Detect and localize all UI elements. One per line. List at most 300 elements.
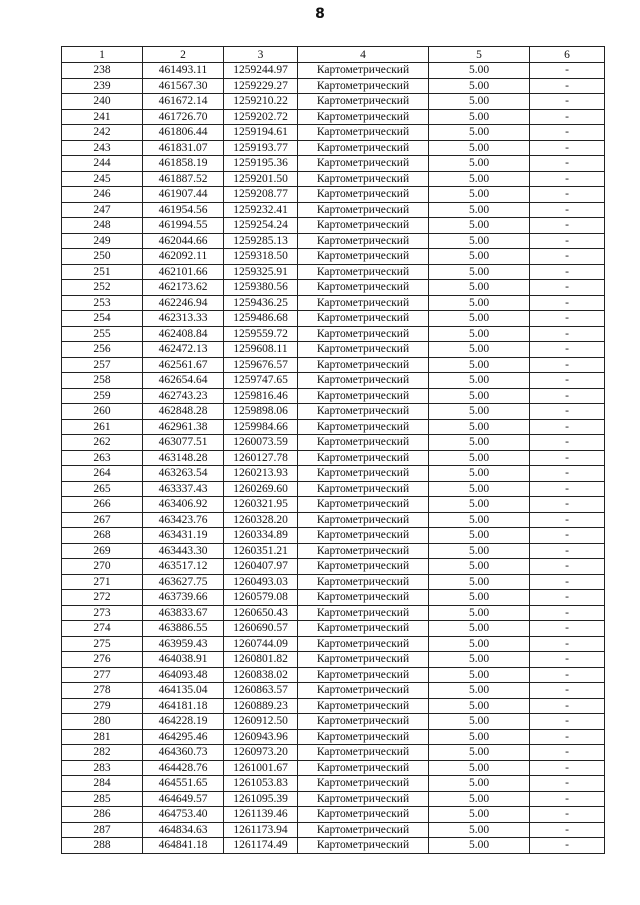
table-cell: 5.00 [429,295,530,311]
table-cell: 462173.62 [143,280,224,296]
table-row [62,264,605,280]
table-row [62,745,605,761]
table-cell: - [530,683,605,699]
table-cell: - [530,171,605,187]
table-cell: 5.00 [429,450,530,466]
table-cell: 5.00 [429,342,530,358]
table-cell: 462101.66 [143,264,224,280]
table-cell: - [530,543,605,559]
table-row [62,838,605,854]
table-cell: Картометрический [298,729,429,745]
table-cell: 463077.51 [143,435,224,451]
table-cell: - [530,342,605,358]
table-cell: 462743.23 [143,388,224,404]
table-cell: 464753.40 [143,807,224,823]
table-cell: - [530,822,605,838]
table-cell: - [530,264,605,280]
table-cell: Картометрический [298,636,429,652]
table-cell: Картометрический [298,326,429,342]
table-cell: Картометрический [298,373,429,389]
table-cell: 464649.57 [143,791,224,807]
table-cell: 5.00 [429,791,530,807]
table-cell: 464228.19 [143,714,224,730]
table-cell: 5.00 [429,512,530,528]
table-cell: 1259202.72 [224,109,298,125]
table-cell: 274 [62,621,143,637]
table-cell: 5.00 [429,326,530,342]
table-cell: 5.00 [429,574,530,590]
table-cell: 5.00 [429,94,530,110]
table-cell: Картометрический [298,528,429,544]
table-cell: 259 [62,388,143,404]
table-cell: 463959.43 [143,636,224,652]
table-cell: 461994.55 [143,218,224,234]
table-cell: 1260269.60 [224,481,298,497]
table-cell: - [530,621,605,637]
table-cell: - [530,125,605,141]
table-row [62,528,605,544]
table-cell: 280 [62,714,143,730]
table-cell: 463263.54 [143,466,224,482]
table-cell: - [530,357,605,373]
table-cell: Картометрический [298,233,429,249]
table-cell: 5.00 [429,543,530,559]
table-cell: - [530,605,605,621]
table-cell: 1259318.50 [224,249,298,265]
table-cell: 1260407.97 [224,559,298,575]
table-cell: - [530,280,605,296]
table-cell: 1259210.22 [224,94,298,110]
table-cell: 246 [62,187,143,203]
table-cell: Картометрический [298,404,429,420]
table-row [62,140,605,156]
table-cell: 1259232.41 [224,202,298,218]
table-cell: Картометрический [298,94,429,110]
table-cell: 462654.64 [143,373,224,389]
table-cell: 277 [62,667,143,683]
table-cell: - [530,838,605,854]
table-cell: 463833.67 [143,605,224,621]
table-row [62,807,605,823]
table-cell: - [530,156,605,172]
table-cell: 1260912.50 [224,714,298,730]
table-cell: Картометрический [298,342,429,358]
table-row [62,280,605,296]
table-cell: - [530,636,605,652]
table-cell: 249 [62,233,143,249]
table-cell: 461907.44 [143,187,224,203]
table-cell: 1261174.49 [224,838,298,854]
table-cell: 241 [62,109,143,125]
table-cell: 461887.52 [143,171,224,187]
table-row [62,636,605,652]
table-cell: - [530,729,605,745]
table-cell: 1259229.27 [224,78,298,94]
table-cell: 281 [62,729,143,745]
table-cell: 461726.70 [143,109,224,125]
table-cell: Картометрический [298,838,429,854]
table-cell: Картометрический [298,776,429,792]
table-cell: Картометрический [298,807,429,823]
table-cell: 5.00 [429,404,530,420]
table-cell: - [530,233,605,249]
column-header: 1 [62,47,143,63]
table-cell: 1259254.24 [224,218,298,234]
table-row [62,543,605,559]
table-cell: Картометрический [298,280,429,296]
table-cell: 463886.55 [143,621,224,637]
table-row [62,94,605,110]
table-cell: Картометрический [298,264,429,280]
table-cell: 270 [62,559,143,575]
table-cell: 1260889.23 [224,698,298,714]
table-row [62,373,605,389]
table-row [62,171,605,187]
table-cell: Картометрический [298,171,429,187]
table-cell: 462848.28 [143,404,224,420]
table-cell: 461858.19 [143,156,224,172]
table-cell: 254 [62,311,143,327]
table-cell: 1259244.97 [224,63,298,79]
table-row [62,156,605,172]
table-cell: Картометрический [298,202,429,218]
table-cell: 1259436.25 [224,295,298,311]
table-cell: - [530,295,605,311]
table-row [62,125,605,141]
table-cell: 286 [62,807,143,823]
table-cell: 245 [62,171,143,187]
table-cell: 462961.38 [143,419,224,435]
table-cell: 463148.28 [143,450,224,466]
table-cell: 461831.07 [143,140,224,156]
table-cell: 5.00 [429,156,530,172]
table-cell: 1261001.67 [224,760,298,776]
table-cell: 244 [62,156,143,172]
table-cell: 5.00 [429,388,530,404]
table-cell: - [530,652,605,668]
table-cell: 279 [62,698,143,714]
table-cell: Картометрический [298,683,429,699]
table-cell: Картометрический [298,140,429,156]
table-cell: 1259676.57 [224,357,298,373]
table-row [62,791,605,807]
table-cell: Картометрический [298,698,429,714]
table-cell: Картометрический [298,497,429,513]
table-cell: 1260127.78 [224,450,298,466]
table-row [62,466,605,482]
table-cell: Картометрический [298,249,429,265]
table-row [62,512,605,528]
table-cell: 257 [62,357,143,373]
table-cell: 1259984.66 [224,419,298,435]
table-cell: 1260838.02 [224,667,298,683]
table-cell: 1259380.56 [224,280,298,296]
table-cell: 1260973.20 [224,745,298,761]
table-cell: 463406.92 [143,497,224,513]
table-cell: 5.00 [429,683,530,699]
table-cell: - [530,373,605,389]
table-cell: 462408.84 [143,326,224,342]
table-row [62,202,605,218]
page-number: 8 [315,6,325,22]
table-cell: 462092.11 [143,249,224,265]
table-cell: Картометрический [298,543,429,559]
table-cell: 1259285.13 [224,233,298,249]
table-cell: 1260863.57 [224,683,298,699]
table-cell: 256 [62,342,143,358]
table-cell: 5.00 [429,187,530,203]
table-row [62,295,605,311]
table-cell: 250 [62,249,143,265]
table-header [62,47,605,63]
table-cell: 267 [62,512,143,528]
table-cell: 285 [62,791,143,807]
table-cell: 1259608.11 [224,342,298,358]
table-cell: 1260579.08 [224,590,298,606]
table-row [62,109,605,125]
table-cell: 5.00 [429,171,530,187]
table-cell: 462313.33 [143,311,224,327]
table-cell: 5.00 [429,357,530,373]
table-cell: 461493.11 [143,63,224,79]
table-cell: 253 [62,295,143,311]
table-cell: 5.00 [429,481,530,497]
table-cell: - [530,388,605,404]
table-cell: - [530,745,605,761]
table-cell: 1260744.09 [224,636,298,652]
table-cell: 463517.12 [143,559,224,575]
column-header: 2 [143,47,224,63]
table-cell: 240 [62,94,143,110]
table-cell: 463423.76 [143,512,224,528]
table-cell: 252 [62,280,143,296]
table-cell: 464834.63 [143,822,224,838]
table-cell: 5.00 [429,202,530,218]
table-cell: 262 [62,435,143,451]
table-cell: - [530,187,605,203]
table-cell: 5.00 [429,218,530,234]
table-cell: 1259325.91 [224,264,298,280]
table-cell: 255 [62,326,143,342]
table-cell: 1261139.46 [224,807,298,823]
table-cell: 5.00 [429,776,530,792]
table-cell: 276 [62,652,143,668]
table-cell: 275 [62,636,143,652]
table-cell: 462472.13 [143,342,224,358]
table-cell: - [530,481,605,497]
table-cell: 247 [62,202,143,218]
table-cell: 464360.73 [143,745,224,761]
table-cell: 273 [62,605,143,621]
table-cell: Картометрический [298,621,429,637]
table-cell: 287 [62,822,143,838]
table-cell: 263 [62,450,143,466]
table-cell: 1259816.46 [224,388,298,404]
column-header: 3 [224,47,298,63]
table-cell: 463739.66 [143,590,224,606]
table-cell: 463337.43 [143,481,224,497]
table-cell: 1259194.61 [224,125,298,141]
table-row [62,481,605,497]
table-cell: 243 [62,140,143,156]
table-cell: Картометрический [298,419,429,435]
table-cell: 268 [62,528,143,544]
table-cell: - [530,574,605,590]
table-cell: 278 [62,683,143,699]
table-cell: 5.00 [429,140,530,156]
table-cell: Картометрический [298,714,429,730]
table-cell: 464093.48 [143,667,224,683]
table-cell: 464135.04 [143,683,224,699]
table-cell: Картометрический [298,295,429,311]
table-cell: 271 [62,574,143,590]
table-cell: Картометрический [298,605,429,621]
table-cell: 5.00 [429,698,530,714]
table-cell: - [530,311,605,327]
table-cell: 260 [62,404,143,420]
header-row [62,47,605,63]
table-cell: - [530,202,605,218]
table-cell: 464295.46 [143,729,224,745]
table-cell: 464428.76 [143,760,224,776]
table-cell: 1260801.82 [224,652,298,668]
table-cell: 463431.19 [143,528,224,544]
table-cell: 251 [62,264,143,280]
table-cell: Картометрический [298,156,429,172]
table-body [62,63,605,854]
table-cell: 5.00 [429,466,530,482]
table-cell: 5.00 [429,590,530,606]
table-cell: 272 [62,590,143,606]
table-row [62,435,605,451]
table-row [62,667,605,683]
table-cell: 1259195.36 [224,156,298,172]
table-cell: - [530,109,605,125]
table-cell: 5.00 [429,125,530,141]
table-cell: Картометрический [298,745,429,761]
table-cell: Картометрический [298,125,429,141]
table-cell: 461954.56 [143,202,224,218]
table-cell: 5.00 [429,636,530,652]
table-cell: 461806.44 [143,125,224,141]
table-row [62,388,605,404]
table-row [62,342,605,358]
table-row [62,590,605,606]
table-cell: 1260073.59 [224,435,298,451]
table-cell: 461567.30 [143,78,224,94]
table-cell: 462044.66 [143,233,224,249]
table-row [62,776,605,792]
table-cell: Картометрический [298,512,429,528]
table-cell: 5.00 [429,497,530,513]
column-header: 5 [429,47,530,63]
table-cell: - [530,63,605,79]
table-cell: 1260943.96 [224,729,298,745]
table-cell: Картометрический [298,63,429,79]
table-row [62,357,605,373]
table-cell: 1260334.89 [224,528,298,544]
table-cell: Картометрический [298,466,429,482]
table-cell: 282 [62,745,143,761]
table-cell: 5.00 [429,311,530,327]
table-cell: 5.00 [429,280,530,296]
table-cell: 5.00 [429,63,530,79]
table-cell: 1259898.06 [224,404,298,420]
table-cell: 248 [62,218,143,234]
table-cell: 5.00 [429,745,530,761]
table-cell: Картометрический [298,590,429,606]
table-row [62,605,605,621]
table-cell: 1259559.72 [224,326,298,342]
table-row [62,652,605,668]
table-cell: Картометрический [298,357,429,373]
table-cell: - [530,404,605,420]
table-cell: 284 [62,776,143,792]
table-cell: - [530,714,605,730]
table-cell: 264 [62,466,143,482]
table-cell: 239 [62,78,143,94]
table-cell: 1259486.68 [224,311,298,327]
table-cell: 1261053.83 [224,776,298,792]
table-cell: 5.00 [429,109,530,125]
table-row [62,78,605,94]
table-cell: 1261173.94 [224,822,298,838]
table-cell: 464038.91 [143,652,224,668]
table-cell: 464551.65 [143,776,224,792]
table-row [62,497,605,513]
table-cell: 5.00 [429,822,530,838]
table-row [62,822,605,838]
table-cell: 462246.94 [143,295,224,311]
table-cell: 5.00 [429,249,530,265]
table-cell: Картометрический [298,481,429,497]
table-cell: 463443.30 [143,543,224,559]
column-header: 6 [530,47,605,63]
table-cell: Картометрический [298,667,429,683]
table-row [62,249,605,265]
table-cell: 464841.18 [143,838,224,854]
table-cell: 1260321.95 [224,497,298,513]
table-cell: - [530,807,605,823]
table-cell: - [530,450,605,466]
table-cell: Картометрический [298,559,429,575]
table-row [62,419,605,435]
table-row [62,574,605,590]
table-cell: 1260650.43 [224,605,298,621]
table-cell: 5.00 [429,78,530,94]
table-row [62,311,605,327]
coordinates-table [61,46,605,854]
table-row [62,218,605,234]
table-cell: 1260328.20 [224,512,298,528]
table-cell: 283 [62,760,143,776]
table-row [62,187,605,203]
table-row [62,326,605,342]
table-row [62,698,605,714]
table-cell: 1260351.21 [224,543,298,559]
table-cell: - [530,435,605,451]
table-cell: - [530,419,605,435]
table-cell: 242 [62,125,143,141]
table-cell: - [530,218,605,234]
table-cell: 1259193.77 [224,140,298,156]
table-cell: - [530,249,605,265]
table-cell: 5.00 [429,528,530,544]
table-cell: Картометрический [298,78,429,94]
table-cell: - [530,94,605,110]
table-cell: - [530,326,605,342]
table-cell: 266 [62,497,143,513]
